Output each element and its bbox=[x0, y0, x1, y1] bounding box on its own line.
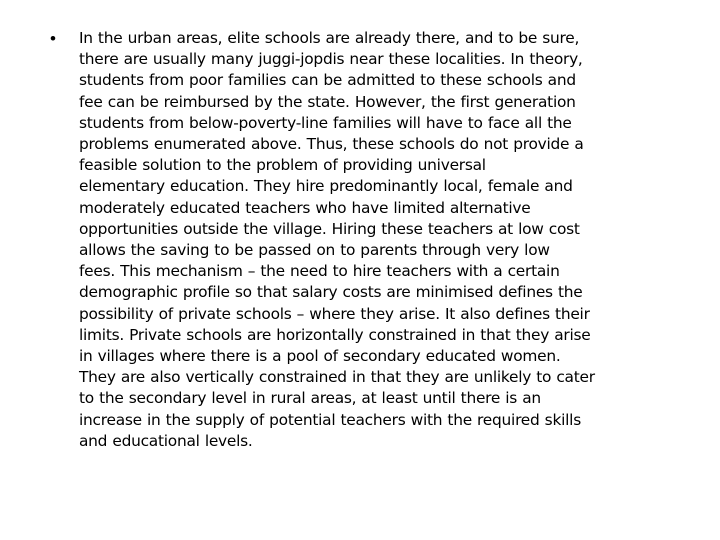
paragraph-line: in villages where there is a pool of secondary educated women. bbox=[79, 347, 561, 366]
bullet-paragraph bbox=[50, 28, 700, 452]
paragraph-line: possibility of private schools – where they arise. It also defines their bbox=[79, 304, 590, 323]
paragraph-line: to the secondary level in rural areas, at least until there is an bbox=[79, 389, 541, 408]
paragraph-line: allows the saving to be passed on to parents through very low bbox=[79, 241, 550, 260]
paragraph-line: limits. Private schools are horizontally constrained in that they arise bbox=[79, 325, 591, 344]
paragraph-line: elementary education. They hire predominantly local, female and bbox=[79, 177, 573, 196]
paragraph-line: In the urban areas, elite schools are already there, and to be sure, bbox=[79, 29, 580, 47]
paragraph-line: and educational levels. bbox=[79, 431, 253, 450]
bullet-icon: • bbox=[50, 29, 56, 48]
paragraph-line: demographic profile so that salary costs are minimised defines the bbox=[79, 283, 583, 302]
paragraph-line: opportunities outside the village. Hiring these teachers at low cost bbox=[79, 219, 580, 238]
paragraph-line: there are usually many juggi-jopdis near these localities. In theory, bbox=[79, 50, 583, 69]
paragraph-line: problems enumerated above. Thus, these schools do not provide a bbox=[79, 135, 584, 154]
paragraph-line: students from poor families can be admitted to these schools and bbox=[79, 71, 576, 90]
paragraph-line: feasible solution to the problem of providing universal bbox=[79, 156, 486, 175]
paragraph-line: moderately educated teachers who have limited alternative bbox=[79, 198, 531, 217]
paragraph-line: fee can be reimbursed by the state. However, the first generation bbox=[79, 92, 576, 111]
bullet-item bbox=[50, 28, 700, 452]
paragraph-line: students from below-poverty-line families will have to face all the bbox=[79, 113, 572, 132]
paragraph-line: increase in the supply of potential teachers with the required skills bbox=[79, 410, 581, 429]
paragraph-line: fees. This mechanism – the need to hire teachers with a certain bbox=[79, 262, 560, 281]
paragraph-line: They are also vertically constrained in that they are unlikely to cater bbox=[79, 368, 595, 387]
